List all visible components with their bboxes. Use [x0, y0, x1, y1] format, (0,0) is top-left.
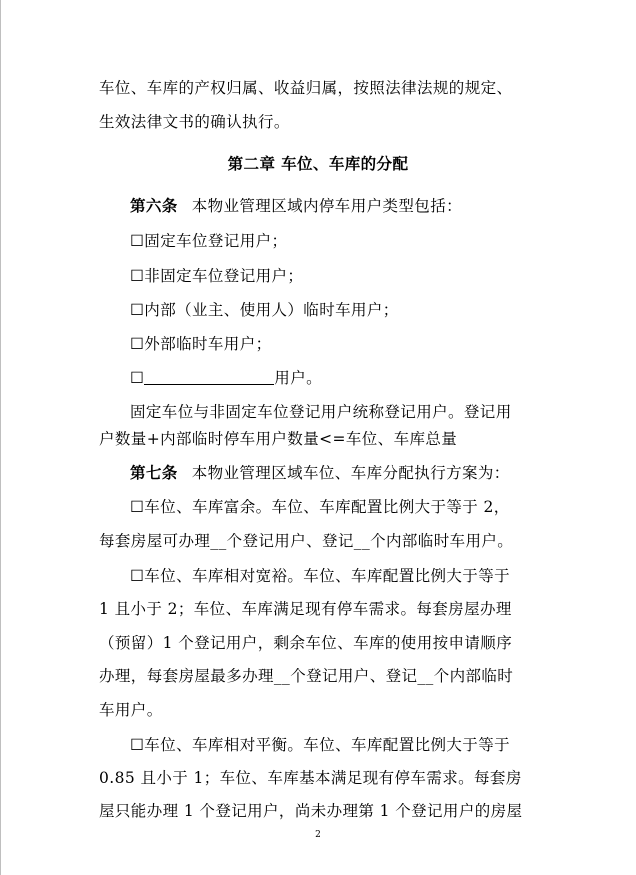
article-6-label: 第六条 — [130, 196, 178, 215]
article-7-label: 第七条 — [130, 463, 178, 482]
article-7-text: 本物业管理区域车位、车库分配执行方案为： — [191, 464, 510, 482]
paragraph-line: 车用户。 — [99, 701, 163, 719]
page-number: 2 — [315, 830, 321, 840]
paragraph-line: ☐车位、车库相对宽裕。车位、车库配置比例大于等于 — [130, 567, 510, 585]
paragraph-line: 1 且小于 2；车位、车库满足现有停车需求。每套房屋办理 — [99, 600, 512, 618]
checkbox-option: ☐内部（业主、使用人）临时车用户； — [130, 301, 399, 319]
paragraph-line: （预留）1 个登记用户，剩余车位、车库的使用按申请顺序 — [99, 634, 513, 652]
paragraph-line: ☐车位、车库富余。车位、车库配置比例大于等于 2， — [130, 498, 510, 516]
article-6 — [130, 195, 590, 217]
paragraph-line: 0.85 且小于 1；车位、车库基本满足现有停车需求。每套房 — [99, 769, 522, 787]
paragraph-line: 屋只能办理 1 个登记用户，尚未办理第 1 个登记用户的房屋 — [99, 802, 523, 820]
checkbox: ☐ — [130, 369, 145, 387]
page-edge — [0, 0, 1, 875]
article-7 — [130, 462, 590, 484]
paragraph-line: 户数量+内部临时停车用户数量<=车位、车库总量 — [99, 430, 458, 448]
paragraph-line: 办理，每套房屋最多办理__个登记用户、登记__个内部临时 — [99, 667, 514, 685]
paragraph-line: ☐车位、车库相对平衡。车位、车库配置比例大于等于 — [130, 736, 510, 754]
checkbox-option: ☐外部临时车用户； — [130, 335, 272, 353]
blank-checkbox-option — [130, 367, 590, 389]
chapter-title: 第二章 车位、车库的分配 — [227, 154, 409, 173]
paragraph-line: 每套房屋可办理__个登记用户、登记__个内部临时车用户。 — [99, 532, 514, 550]
paragraph-line: 车位、车库的产权归属、收益归属，按照法律法规的规定、 — [99, 79, 513, 97]
blank-option-suffix: 用户。 — [274, 369, 322, 387]
checkbox-option: ☐非固定车位登记用户； — [130, 267, 304, 285]
paragraph-line: 生效法律文书的确认执行。 — [99, 113, 290, 131]
checkbox-option: ☐固定车位登记用户； — [130, 232, 288, 250]
fill-in-blank — [144, 367, 274, 385]
article-6-text: 本物业管理区域内停车用户类型包括： — [191, 197, 463, 215]
paragraph-line: 固定车位与非固定车位登记用户统称登记用户。登记用 — [130, 403, 512, 421]
